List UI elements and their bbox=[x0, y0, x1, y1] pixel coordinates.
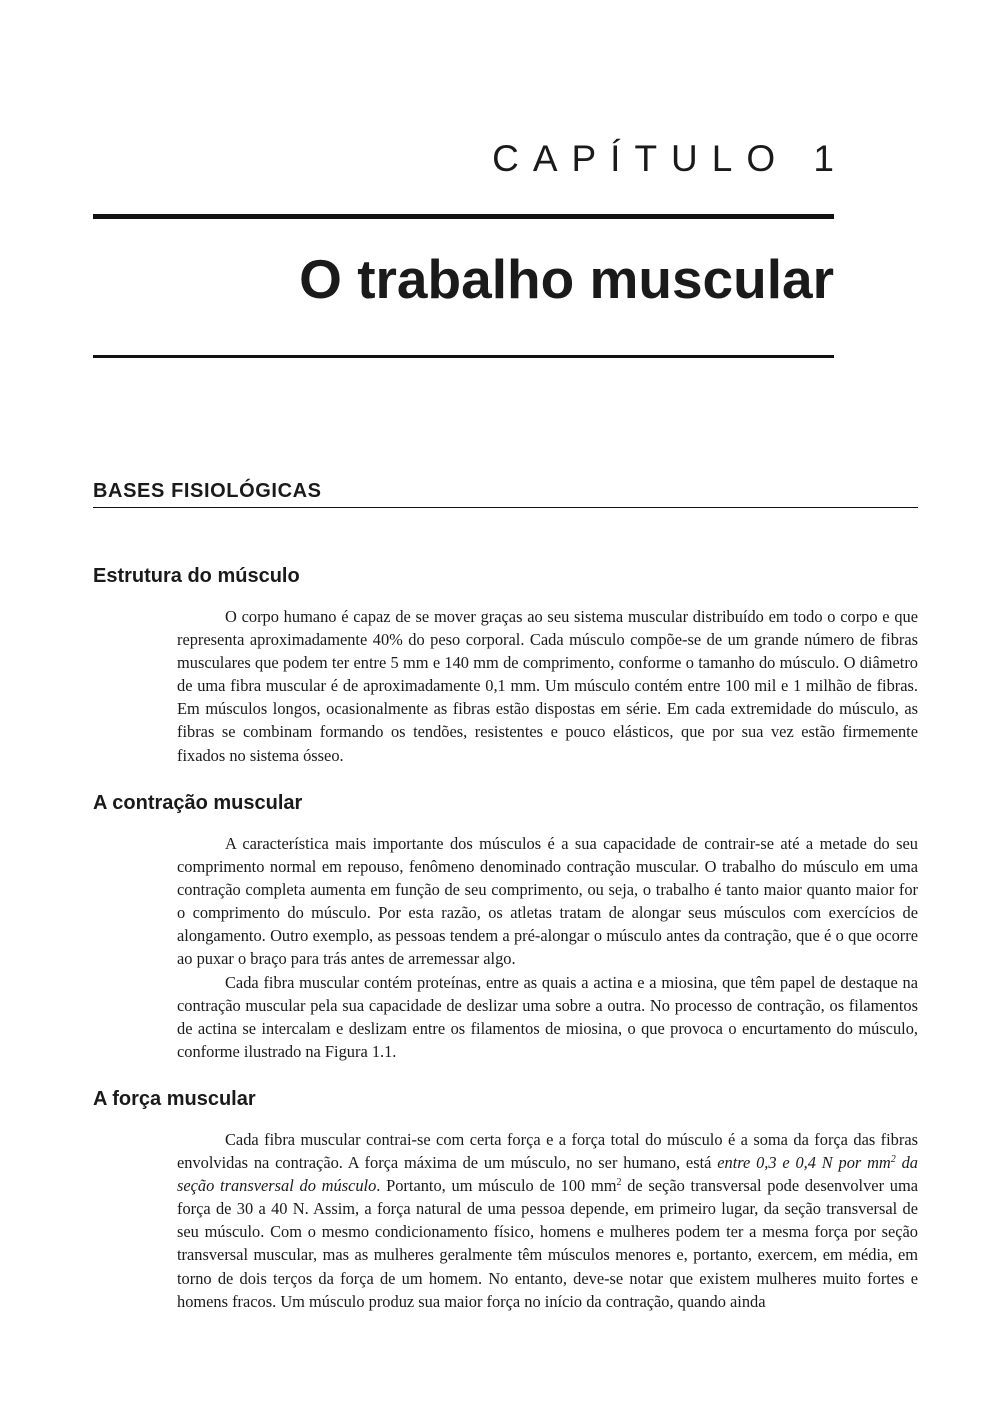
paragraph: Cada fibra muscular contém proteínas, entre as quais a actina e a miosina, que têm papel de destaque na contração muscular pela sua capacidade de deslizar uma sobre a outra. No processo de contração, os filamentos de actina se intercalam e deslizam entre os filamentos de miosina, o que provoca o encurtamento do músculo, conforme ilustrado na Figura 1.1. bbox=[177, 972, 918, 1061]
chapter-bottom-rule bbox=[93, 355, 834, 358]
superscript: 2 bbox=[890, 1154, 896, 1166]
paragraph: O corpo humano é capaz de se mover graças ao seu sistema muscular distribuído em todo o corpo e que representa aproximadamente 40% do peso corporal. Cada músculo compõe-se de um grande número de fibras musculares que podem ter entre 5 mm e 140 mm de comprimento, conforme o tamanho do músculo. O diâmetro de uma fibra muscular é de aproximadamente 0,1 mm. Um músculo contém entre 100 mil e 1 milhão de fibras. Em músculos longos, ocasionalmente as fibras estão dispostas em série. Em cada extremidade do músculo, as fibras se combinam formando os tendões, resistentes e pouco elásticos, que por sua vez estão firmemente fixados no sistema ósseo. bbox=[177, 607, 918, 765]
subsection-heading-estrutura: Estrutura do músculo bbox=[93, 565, 300, 587]
subsection-heading-forca: A força muscular bbox=[93, 1088, 256, 1110]
text-run: . Portanto, um músculo de 100 mm bbox=[376, 1176, 617, 1196]
italic-text-run: entre 0,3 e 0,4 N por $mm^2$ da seção transversal do músculo bbox=[177, 1153, 918, 1196]
chapter-label: CAPÍTULO 1 bbox=[492, 138, 848, 179]
chapter-title: O trabalho muscular bbox=[299, 248, 834, 310]
paragraph: A característica mais importante dos músculos é a sua capacidade de contrair-se até a metade do seu comprimento normal em repouso, fenômeno denominado contração muscular. O trabalho do músculo em uma contração completa aumenta em função de seu comprimento, ou seja, o trabalho é tanto maior quanto maior for o comprimento do músculo. Por esta razão, os atletas tratam de alongar seus músculos com exercícios de alongamento. Outro exemplo, as pessoas tendem a pré-alongar o músculo antes da contração, que é o que ocorre ao puxar o braço para trás antes de arremessar algo. bbox=[177, 834, 918, 969]
text-run: Cada fibra muscular contrai-se com certa força e a força total do músculo é a soma da força das fibras envolvidas na contração. A força máxima de um músculo, no ser humano, está bbox=[177, 1130, 918, 1173]
body-contracao bbox=[177, 832, 918, 1063]
subsection-heading-contracao: A contração muscular bbox=[93, 792, 303, 814]
superscript: 2 bbox=[616, 1177, 622, 1189]
paragraph bbox=[177, 1128, 918, 1313]
section-heading: BASES FISIOLÓGICAS bbox=[93, 480, 918, 508]
chapter-top-rule bbox=[93, 214, 834, 219]
body-forca bbox=[177, 1128, 918, 1313]
text-run: de seção transversal pode desenvolver uma força de 30 a 40 N. Assim, a força natural de uma pessoa depende, em primeiro lugar, da seção transversal de seu músculo. Com o mesmo condicionamento físico, homens e mulheres podem ter a mesma força por seção transversal muscular, mas as mulheres geralmente têm músculos menores e, portanto, exercem, em média, em torno de dois terços da força de um homem. No entanto, deve-se notar que existem mulheres muito fortes e homens fracos. Um músculo produz sua maior força no início da contração, quando ainda bbox=[177, 1176, 918, 1311]
body-estrutura bbox=[177, 605, 918, 767]
